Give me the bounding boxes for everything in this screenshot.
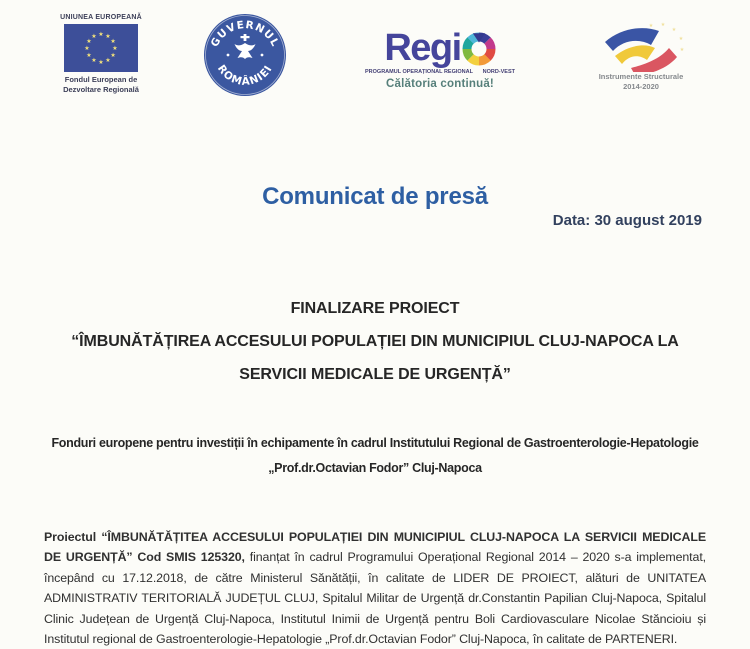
svg-text:★: ★ (105, 32, 111, 40)
regio-wheel-icon (462, 32, 496, 66)
svg-text:★: ★ (112, 45, 118, 52)
gov-seal-arc-bottom: ROMÂNIEI (214, 62, 276, 88)
body-paragraph (44, 527, 706, 649)
svg-text:★: ★ (91, 32, 97, 40)
svg-text:★: ★ (98, 31, 104, 38)
eu-bottom-label-line1: Fondul European de (64, 75, 138, 84)
project-heading (45, 292, 705, 391)
eu-logo (42, 14, 160, 95)
regio-wordmark-row (362, 28, 518, 68)
svg-text:★: ★ (679, 47, 685, 53)
body-paragraph-rest: finanțat în cadrul Programului Operațional Regional 2014 – 2020 s-a implementat, începând cu 17.12.2018, de către Ministerul Sănătății, în calitate de LIDER DE PROIECT, alături de UNITATEA ADMINISTRATIV TERITORIALĂ JUDEȚUL CLUJ, Spitalul Militar de Urgență dr.Constantin Papilian Cluj-Napoca, Spitalul Clinic Județean de Urgență Cluj-Napoca, Institutul Inimii de Urgență pentru Boli Cardiovasculare Nicolae Stăncioiu și Institutul regional de Gastroenterologie-Hepatologie „Prof.dr.Octavian Fodor” Cluj-Napoca, în calitate de PARTENERI. (44, 550, 706, 647)
project-subtitle (30, 431, 720, 481)
regio-program-label: PROGRAMUL OPERAȚIONAL REGIONAL (365, 69, 473, 75)
svg-text:★: ★ (86, 38, 92, 45)
svg-text:★: ★ (84, 45, 90, 52)
logo-strip (0, 0, 750, 118)
date-line: Data: 30 august 2019 (552, 212, 702, 229)
svg-text:★: ★ (110, 38, 116, 45)
svg-text:★: ★ (86, 52, 92, 59)
svg-text:★: ★ (110, 52, 116, 59)
project-heading-line1: FINALIZARE PROIECT (290, 300, 460, 317)
regio-wordmark: Regi (384, 27, 461, 69)
svg-text:★: ★ (105, 57, 111, 65)
eu-flag-icon (64, 24, 138, 72)
svg-text:★: ★ (91, 57, 97, 65)
regio-logo (362, 28, 518, 90)
regio-small-row (362, 69, 518, 75)
structural-instruments-logo (576, 20, 706, 92)
body-paragraph-bold-lead: Proiectul “ÎMBUNĂTĂȚITEA ACCESULUI POPULAȚIEI DIN MUNICIPIUL CLUJ-NAPOCA LA SERVICII MEDICALE DE URGENȚĂ” Cod SMIS 125320, (44, 530, 706, 565)
svg-text:★: ★ (678, 36, 684, 42)
project-subtitle-text: Fonduri europene pentru investiții în echipamente în cadrul Institutului Regional de Gastroenterologie-Hepatologie „Prof.dr.Octavian Fodor” Cluj-Napoca (51, 436, 699, 475)
regio-region-label: NORD-VEST (482, 69, 515, 75)
eu-bottom-label (42, 75, 160, 95)
eu-top-label: UNIUNEA EUROPEANĂ (60, 14, 142, 21)
structural-instruments-icon (589, 20, 693, 72)
svg-text:★: ★ (660, 22, 666, 28)
svg-text:★: ★ (671, 27, 677, 33)
page-title: Comunicat de presă (262, 183, 488, 210)
structural-instruments-label (576, 72, 706, 92)
svg-text:★: ★ (648, 23, 654, 29)
svg-text:★: ★ (98, 59, 104, 66)
structural-label-line1: Instrumente Structurale (598, 72, 684, 81)
regio-tagline: Călătoria continuă! (386, 78, 494, 90)
project-heading-line2: “ÎMBUNĂTĂȚIREA ACCESULUI POPULAȚIEI DIN MUNICIPIUL CLUJ-NAPOCA LA SERVICII MEDICALE DE URGENȚĂ” (71, 333, 679, 383)
eu-bottom-label-line2: Dezvoltare Regională (63, 84, 139, 94)
government-seal-icon (202, 12, 288, 98)
gov-seal-arc-top: GUVERNUL (208, 19, 282, 50)
structural-label-line2: 2014-2020 (623, 82, 659, 92)
